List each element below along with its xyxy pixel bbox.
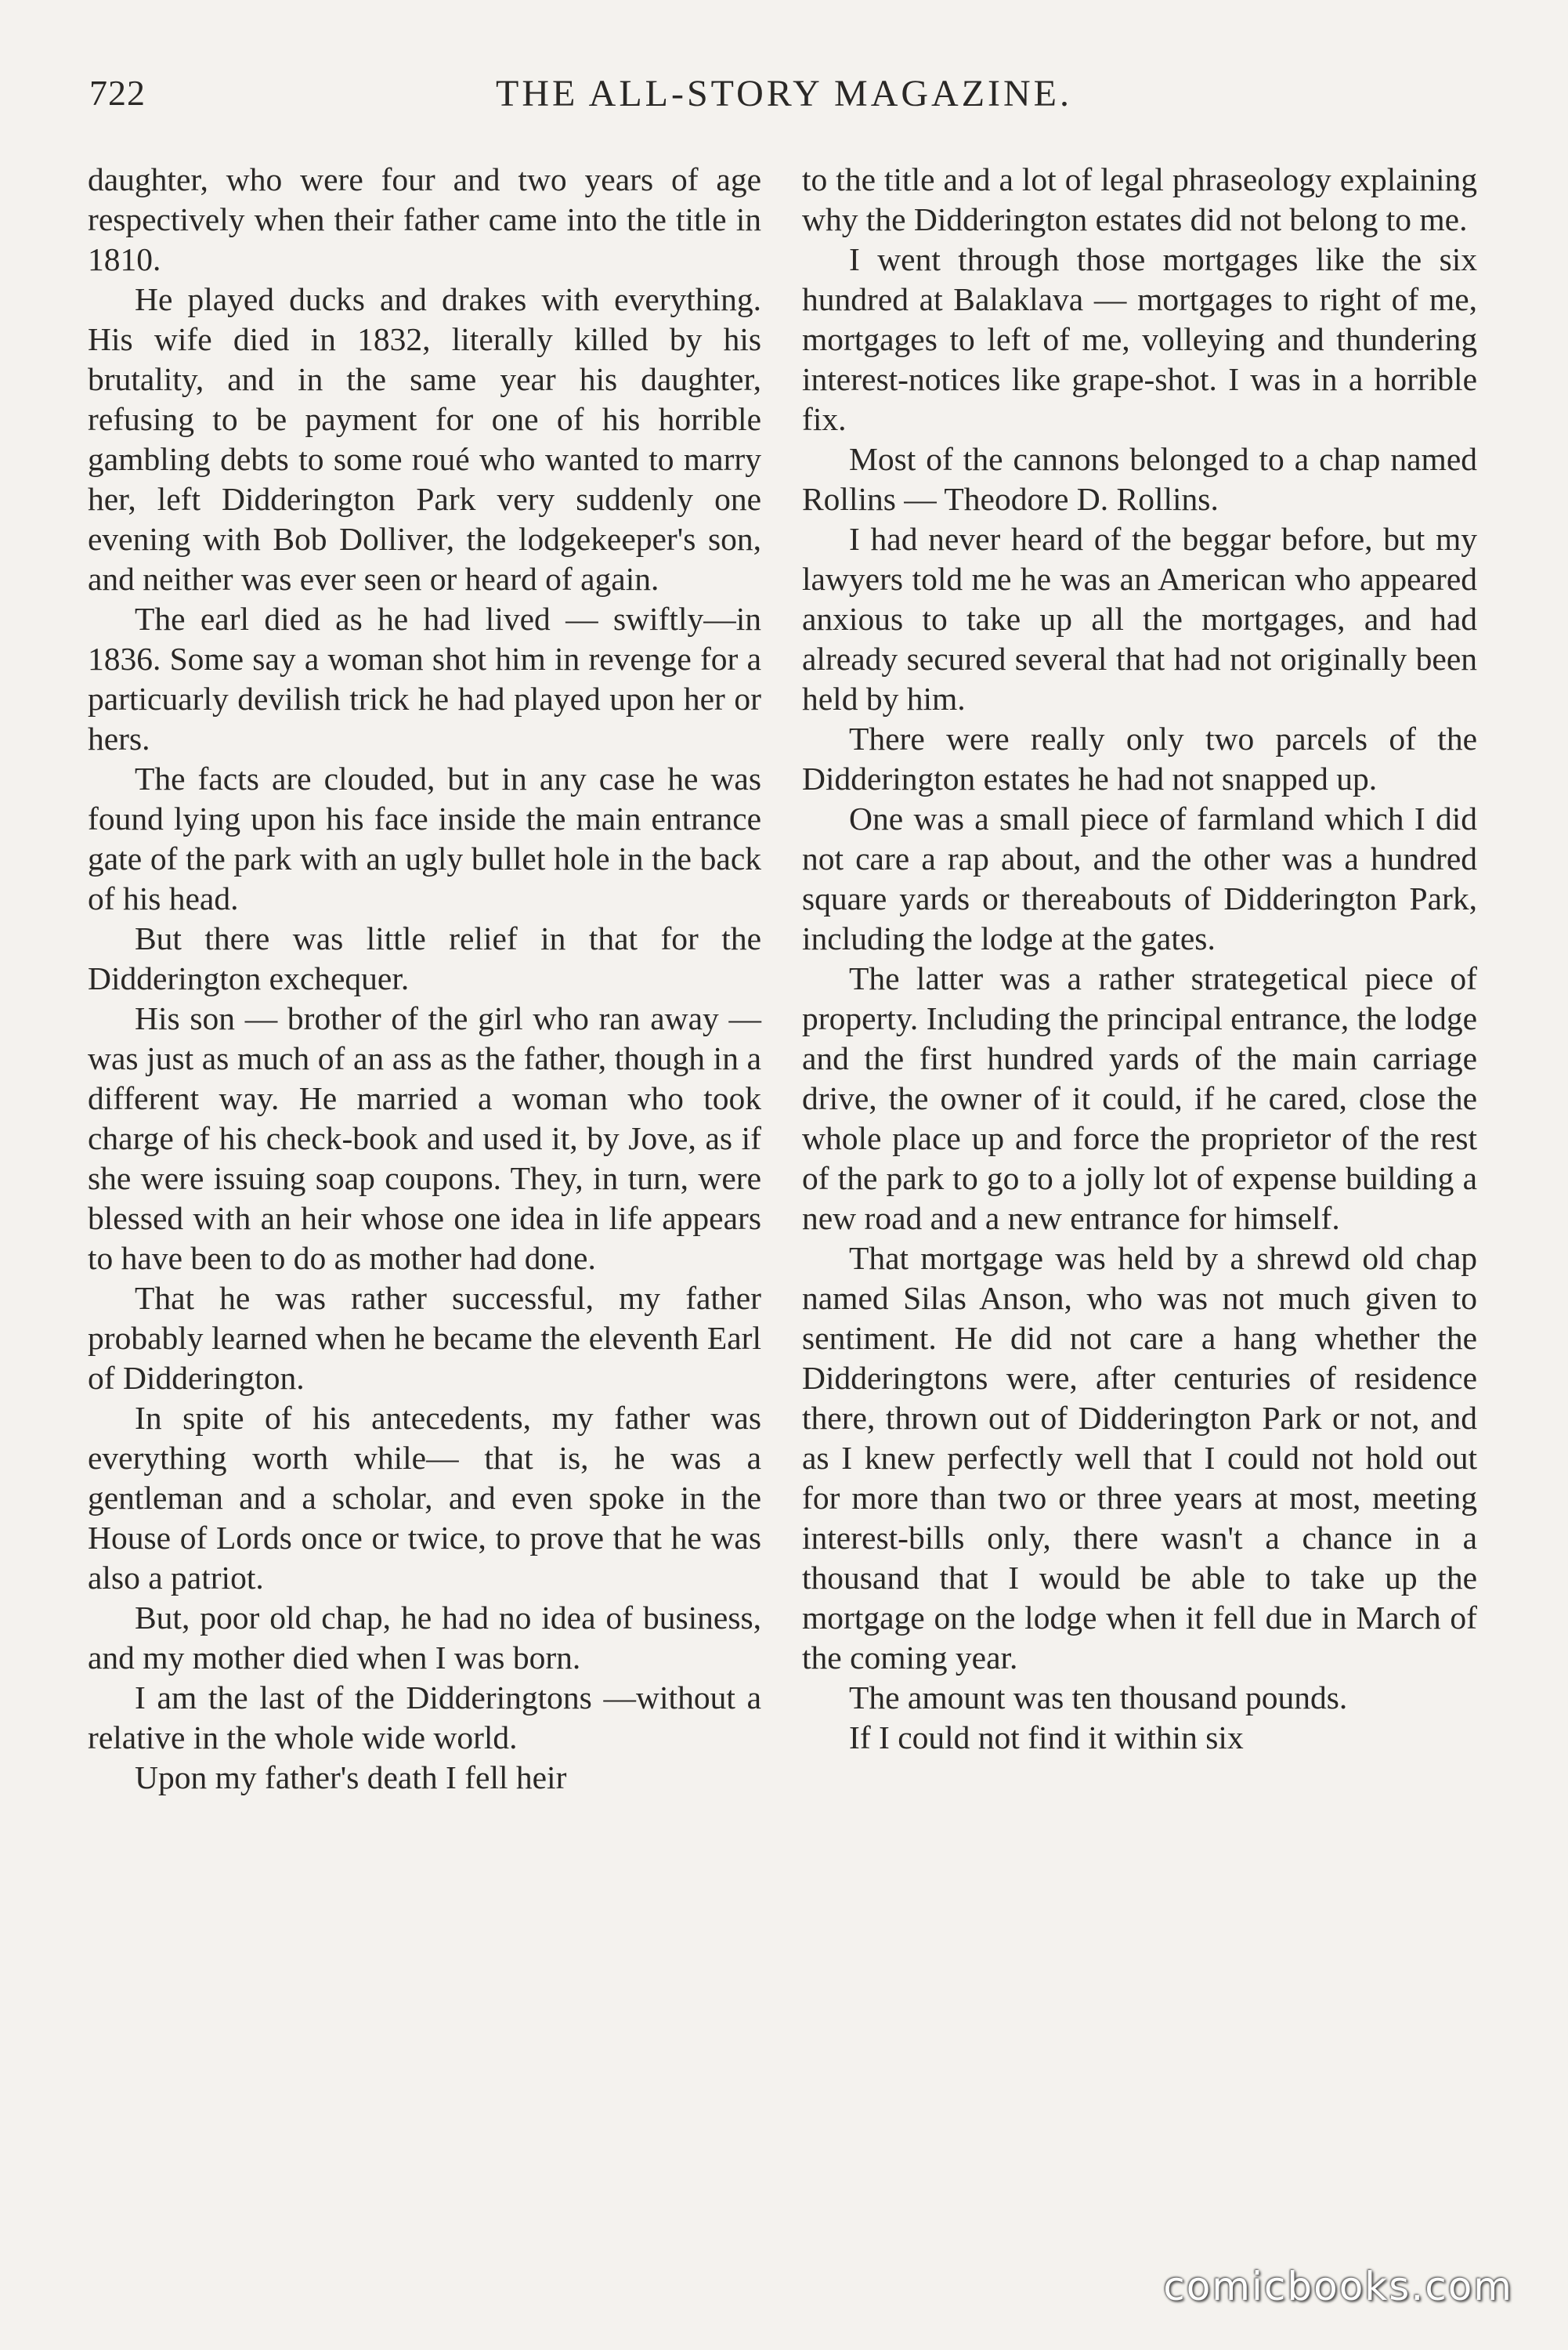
paragraph: The facts are clouded, but in any case he was found lying upon his face inside the main entrance gate of the park with an ugly bullet hole in the back of his head. xyxy=(88,761,761,916)
paragraph: to the title and a lot of legal phraseology explaining why the Didderington estates did not belong to me. xyxy=(802,161,1477,237)
paragraph: That he was rather successful, my father probably learned when he became the eleventh Earl of Didderington. xyxy=(88,1280,761,1396)
paragraph: The amount was ten thousand pounds. xyxy=(849,1679,1348,1716)
paragraph: Upon my father's death I fell heir xyxy=(135,1759,567,1795)
paragraph: But there was little relief in that for the Didderington exchequer. xyxy=(88,920,761,996)
left-column xyxy=(88,160,761,1798)
paragraph: The latter was a rather strategetical piece of property. Including the principal entrance, the lodge and the first hundred yards of the main carriage drive, the owner of it could, if he cared, close the whole place up and force the proprietor of the rest of the park to go to a jolly lot of expense building a new road and a new entrance for himself. xyxy=(802,960,1477,1236)
paragraph: He played ducks and drakes with everything. His wife died in 1832, literally killed by his brutality, and in the same year his daughter, refusing to be payment for one of his horrible gambling debts to some roué who wanted to marry her, left Didderington Park very suddenly one evening with Bob Dolliver, the lodgekeeper's son, and neither was ever seen or heard of again. xyxy=(88,281,761,597)
paragraph: If I could not find it within six xyxy=(849,1719,1244,1755)
paragraph: There were really only two parcels of the Didderington estates he had not snapped up. xyxy=(802,721,1477,797)
right-column xyxy=(802,160,1477,1758)
page-number: 722 xyxy=(89,73,146,113)
paragraph: Most of the cannons belonged to a chap named Rollins — Theodore D. Rollins. xyxy=(802,441,1477,517)
paragraph: One was a small piece of farmland which I did not care a rap about, and the other was a hundred square yards or thereabouts of Didderington Park, including the lodge at the gates. xyxy=(802,801,1477,956)
paragraph: daughter, who were four and two years of age respectively when their father came into the title in 1810. xyxy=(88,161,761,277)
paragraph: The earl died as he had lived — swiftly—in 1836. Some say a woman shot him in revenge for a particuarly devilish trick he had played upon her or hers. xyxy=(88,601,761,757)
running-head: THE ALL-STORY MAGAZINE. xyxy=(496,73,1072,114)
paragraph: In spite of his antecedents, my father was everything worth while— that is, he was a gentleman and a scholar, and even spoke in the House of Lords once or twice, to prove that he was also a patriot. xyxy=(88,1400,761,1596)
paragraph: I went through those mortgages like the six hundred at Balaklava — mortgages to right of me, mortgages to left of me, volleying and thundering interest-notices like grape-shot. I was in a horrible fix. xyxy=(802,241,1477,437)
paragraph: I had never heard of the beggar before, but my lawyers told me he was an American who appeared anxious to take up all the mortgages, and had already secured several that had not originally been held by him. xyxy=(802,521,1477,717)
paragraph: That mortgage was held by a shrewd old chap named Silas Anson, who was not much given to sentiment. He did not care a hang whether the Didderingtons were, after centuries of residence there, thrown out of Didderington Park or not, and as I knew perfectly well that I could not hold out for more than two or three years at most, meeting interest-bills only, there wasn't a chance in a thousand that I would be able to take up the mortgage on the lodge when it fell due in March of the coming year. xyxy=(802,1240,1477,1676)
watermark: comicbooks.com xyxy=(1163,2264,1513,2309)
paragraph: His son — brother of the girl who ran away — was just as much of an ass as the father, though in a different way. He married a woman who took charge of his check-book and used it, by Jove, as if she were issuing soap coupons. They, in turn, were blessed with an heir whose one idea in life appears to have been to do as mother had done. xyxy=(88,1000,761,1276)
paragraph: But, poor old chap, he had no idea of business, and my mother died when I was born. xyxy=(88,1600,761,1676)
paragraph: I am the last of the Didderingtons —without a relative in the whole wide world. xyxy=(88,1679,761,1755)
